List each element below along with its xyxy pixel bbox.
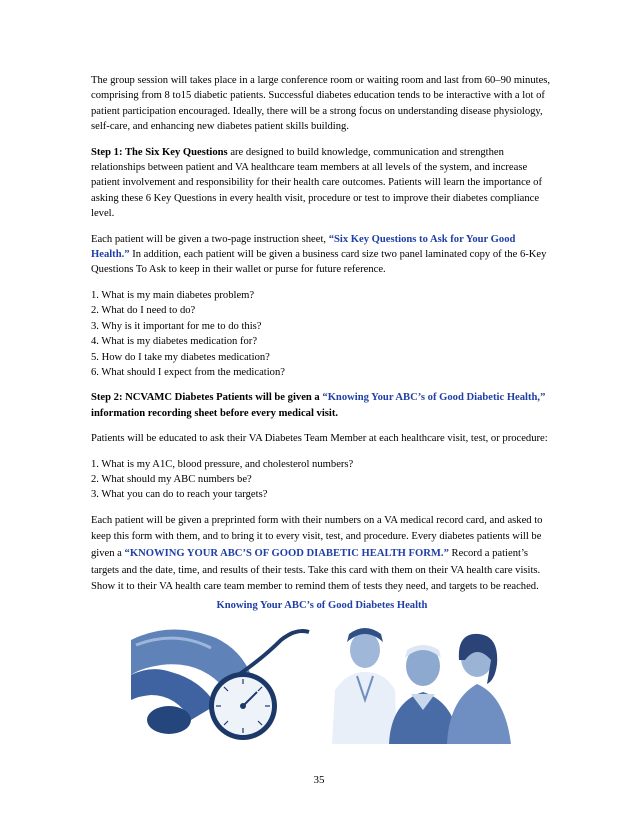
list-item: 2. What do I need to do? — [91, 305, 196, 317]
step2-paragraph — [91, 390, 553, 421]
form-paragraph — [91, 513, 553, 596]
text-span: Each patient will be given a preprinted form with their numbers on a VA medical record card, and asked to keep this form with them, and to bring it to every visit, test, and procedure. Every diabetes patients will be given a — [91, 514, 543, 559]
educate-paragraph: Patients will be educated to ask their VA Diabetes Team Member at each healthcare visit, test, or procedure: — [91, 433, 548, 445]
list-item: 5. How do I take my diabetes medication? — [91, 351, 270, 363]
list-item: 1. What is my main diabetes problem? — [91, 289, 255, 301]
step1-body: are designed to build knowledge, communication and strengthen relationships between patient and VA healthcare team members at all levels of the system, and increase patient involvement and responsibility for their health care outcomes. Patients will learn the importance of asking these 6 Key Questions in every health visit, procedure or test to improve their diabetes compliance level. — [91, 146, 542, 220]
intro-paragraph: The group session will takes place in a large conference room or waiting room and last from 60–90 minutes, comprising from 8 to15 diabetic patients. Successful diabetes education tends to be interactive with a lot of patient participation encouraged. Ideally, there will be a strong focus on understanding disease physiology, self-care, and enhancing new diabetes patient skills building. — [91, 75, 551, 133]
document-body — [91, 73, 553, 611]
list-item: 3. What you can do to reach your targets? — [91, 489, 268, 501]
abc-form-title: “KNOWING YOUR ABC’S OF GOOD DIABETIC HEALTH FORM.” — [124, 547, 449, 559]
text-span: In addition, each patient will be given a business card size two panel laminated copy of the 6-Key Questions To Ask to keep in their wallet or purse for future reference. — [91, 249, 547, 276]
page-number: 35 — [313, 774, 325, 786]
text-span: Each patient will be given a two-page instruction sheet, — [91, 233, 329, 245]
list-item: 6. What should I expect from the medication? — [91, 366, 285, 378]
step2-tail: information recording sheet before every medical visit. — [91, 407, 339, 419]
doctor-with-patients-image — [327, 620, 511, 744]
abc-questions-list — [91, 457, 553, 503]
list-item: 1. What is my A1C, blood pressure, and cholesterol numbers? — [91, 458, 354, 470]
instruction-sheet-paragraph — [91, 232, 553, 278]
image-caption: Knowing Your ABC’s of Good Diabetes Health — [216, 600, 428, 611]
list-item: 3. Why is it important for me to do this? — [91, 320, 262, 332]
blood-pressure-gauge-image — [131, 620, 313, 744]
six-questions-list — [91, 288, 553, 380]
list-item: 4. What is my diabetes medication for? — [91, 336, 258, 348]
abc-title: “Knowing Your ABC’s of Good Diabetic Health,” — [322, 392, 546, 404]
step2-heading: Step 2: NCVAMC Diabetes Patients will be given a — [91, 392, 323, 404]
text-span: Record a patient’s targets and the date, time, and results of their tests. Take this card with them on their VA health care visits. Show it to their VA health care team member to remind them of tests they need, and targets to be reached. — [91, 547, 541, 593]
six-key-questions-title: “Six Key Questions to Ask for Your Good Health.” — [91, 233, 516, 261]
step1-heading: Step 1: The Six Key Questions — [91, 146, 228, 158]
step1-paragraph — [91, 145, 553, 222]
list-item: 2. What should my ABC numbers be? — [91, 473, 252, 485]
